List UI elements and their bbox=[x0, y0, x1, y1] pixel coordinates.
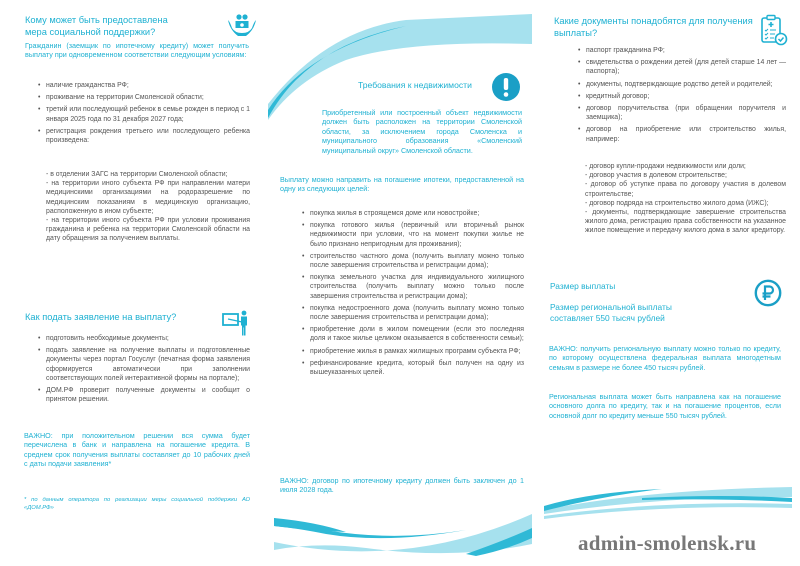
contract-examples-list bbox=[585, 162, 786, 236]
documents-list bbox=[578, 46, 786, 147]
ruble-icon bbox=[754, 279, 782, 307]
list-subitem: - документы, подтверждающие завершение строительства жилого дома, регистрацию права собственности на указанное жилое помещение и передачу жилого дома в залог кредитору. bbox=[585, 209, 786, 235]
list-item: • покупка готового жилья (первичный или вторичный рынок недвижимости при условии, что на момент покупки жилье не было признано непригодным для проживания); bbox=[302, 221, 524, 249]
eligibility-title bbox=[25, 15, 215, 38]
list-item: • ДОМ.РФ проверит полученные документы и сообщит о принятом решении. bbox=[38, 386, 250, 404]
amount-value bbox=[550, 302, 672, 324]
list-subitem: - договор купли-продажи недвижимости или доли; bbox=[585, 163, 746, 170]
list-subitem: - договор об уступке права по договору участия в долевом строительстве; bbox=[585, 181, 786, 198]
apply-title: Как подать заявление на выплату? bbox=[25, 312, 177, 322]
list-item: • кредитный договор; bbox=[578, 92, 786, 101]
list-item: • свидетельства о рождении детей (для детей старше 14 лет —паспорта); bbox=[578, 58, 786, 76]
panel-middle bbox=[266, 0, 532, 566]
list-item: • покупка земельного участка для индивидуального жилищного строительства (получить выплату можно только после завершения строительства и регистрации дома); bbox=[302, 273, 524, 301]
amount-line1: Размер региональной выплаты bbox=[550, 302, 672, 312]
list-item: • третий или последующий ребенок в семье рожден в период с 1 января 2025 года по 31 декабря 2027 года; bbox=[38, 105, 250, 123]
decorative-wave-bottom bbox=[266, 500, 532, 566]
list-item: • подать заявление на получение выплаты и подготовленные документы через портал Госуслуг (печатная форма заявления сформируется автоматически при заполнении соответствующих полей интерактивной формы на портале); bbox=[38, 346, 250, 383]
eligibility-intro: Гражданин (заемщик по ипотечному кредиту) может получить выплату при одновременном соответствии следующим условиям: bbox=[25, 41, 249, 60]
list-item: • приобретение доли в жилом помещении (если это последняя доля и такое жилье целиком оказывается в собственности семьи); bbox=[302, 325, 524, 343]
list-subitem: - в отделении ЗАГС на территории Смоленской области; bbox=[46, 171, 228, 178]
list-item: • документы, подтверждающие родство детей и родителей; bbox=[578, 80, 786, 89]
documents-title-line1: Какие документы понадобятся для получения bbox=[554, 16, 753, 26]
panel-left bbox=[0, 0, 266, 566]
list-item: • проживание на территории Смоленской области; bbox=[38, 93, 250, 102]
amount-line2: составляет 550 тысяч рублей bbox=[550, 313, 665, 323]
list-item: • подготовить необходимые документы; bbox=[38, 334, 250, 343]
eligibility-title-line1: Кому может быть предоставлена bbox=[25, 15, 168, 25]
amount-important-note: ВАЖНО: получить региональную выплату можно только по кредиту, по которому осуществлена федеральная выплата многодетным семьям в размере не более 450 тысяч рублей. bbox=[549, 344, 781, 372]
presentation-teacher-icon bbox=[222, 310, 252, 336]
list-item: • покупка жилья в строящемся доме или новостройке; bbox=[302, 209, 524, 218]
documents-title bbox=[554, 16, 754, 39]
list-item: • наличие гражданства РФ; bbox=[38, 81, 250, 90]
registration-sub-list bbox=[46, 170, 250, 244]
family-hands-icon bbox=[226, 12, 258, 40]
list-subitem: - договор участия в долевом строительстве; bbox=[585, 172, 727, 180]
list-item: • приобретение жилья в рамках жилищных программ субъекта РФ; bbox=[302, 347, 524, 356]
eligibility-title-line2: мера социальной поддержки? bbox=[25, 26, 156, 37]
list-item: • паспорт гражданина РФ; bbox=[578, 46, 786, 55]
list-item: • договор поручительства (при обращении поручителя и заемщика); bbox=[578, 104, 786, 122]
purposes-list bbox=[302, 209, 524, 380]
property-requirement: Приобретенный или построенный объект недвижимости должен быть расположен на территории Смоленской области, за исключением города Смоленска и муниципального образования «Смоленский муниципальный округ» Смоленской области. bbox=[322, 108, 522, 155]
website-watermark: admin-smolensk.ru bbox=[578, 531, 757, 555]
eligibility-conditions-list bbox=[38, 81, 250, 148]
list-subitem: - договор подряда на строительство жилого дома (ИЖС); bbox=[585, 199, 769, 207]
property-title: Требования к недвижимости bbox=[358, 80, 472, 90]
amount-usage-note: Региональная выплата может быть направлена как на погашение основного долга по кредиту, так и на погашение процентов, если основной долг по кредиту меньше 550 тысяч рублей. bbox=[549, 392, 781, 420]
list-subitem: - на территории иного субъекта РФ при направлении матери медицинскими организациями на родоразрешение по медицинским показаниям в медицинскую организацию, расположенную в ином субъекте; bbox=[46, 180, 250, 215]
decorative-wave-right bbox=[542, 482, 792, 522]
purposes-intro: Выплату можно направить на погашение ипотеки, предоставленной на одну из следующих целей: bbox=[280, 175, 524, 194]
list-item: • покупка недостроенного дома (получить выплату можно только после завершения строительства и регистрации дома); bbox=[302, 304, 524, 322]
list-item: • строительство частного дома (получить выплату можно только после завершения строительства и регистрации дома); bbox=[302, 252, 524, 270]
contract-deadline-note: ВАЖНО: договор по ипотечному кредиту должен быть заключен до 1 июля 2028 года. bbox=[280, 476, 524, 495]
exclamation-icon bbox=[491, 72, 521, 102]
documents-title-line2: выплаты? bbox=[554, 27, 598, 38]
apply-important-note: ВАЖНО: при положительном решении вся сумма будет перечислена в банк и направлена на погашение кредита. В среднем срок получения выплаты составляет до 10 рабочих дней с даты подачи заявления* bbox=[24, 431, 250, 469]
list-item: • регистрация рождения третьего или последующего ребенка произведена: bbox=[38, 127, 250, 145]
amount-title: Размер выплаты bbox=[550, 281, 616, 291]
footnote: * по данным оператора по реализации меры социальной поддержки АО «ДОМ.РФ» bbox=[24, 497, 250, 511]
list-subitem: - на территории иного субъекта РФ при условии проживания гражданина и ребенка на территории Смоленской области на дату обращения за получением выплаты. bbox=[46, 217, 250, 243]
apply-steps-list bbox=[38, 334, 250, 407]
list-item: • договор на приобретение или строительство жилья, например: bbox=[578, 125, 786, 143]
clipboard-checklist-icon bbox=[760, 14, 788, 46]
list-item: • рефинансирование кредита, который был получен на одну из вышеуказанных целей. bbox=[302, 359, 524, 377]
panel-right bbox=[532, 0, 800, 566]
